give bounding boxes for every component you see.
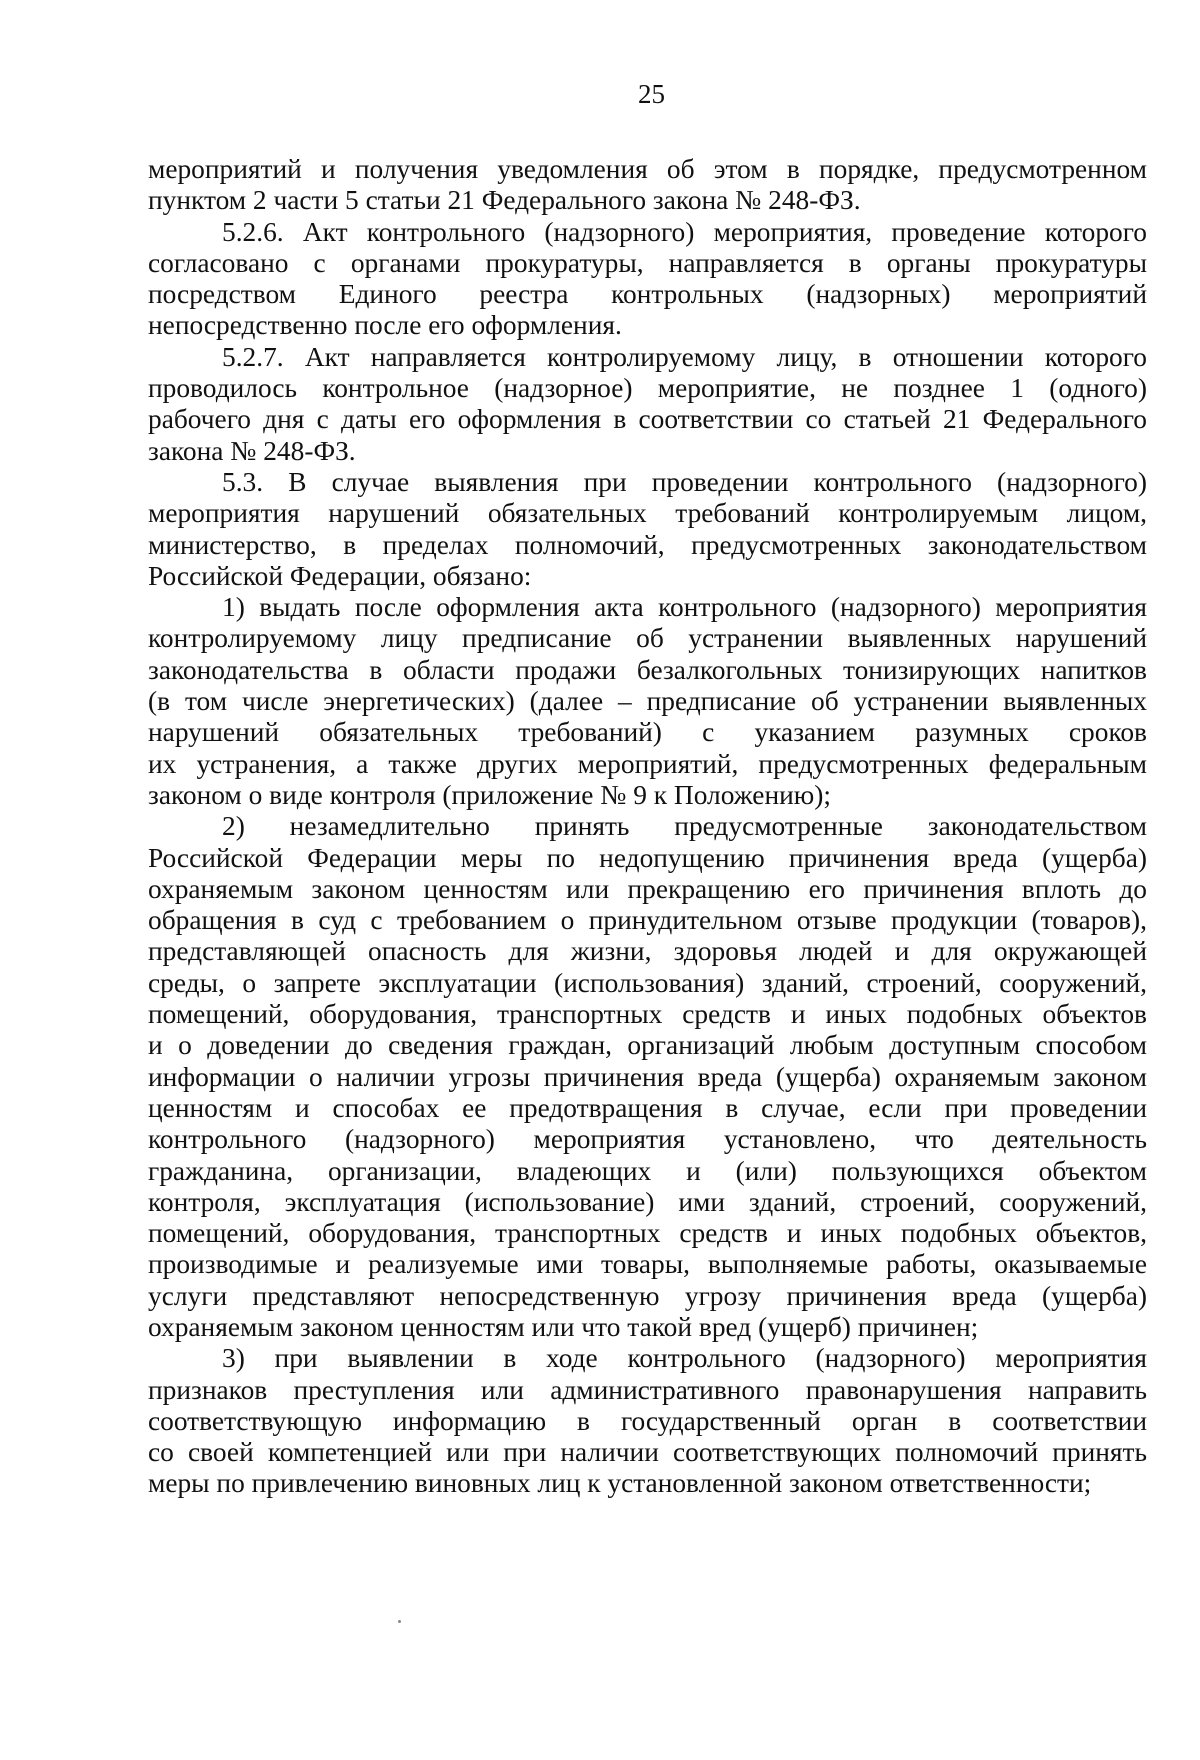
text-line: Российской Федерации, обязано: (148, 560, 532, 591)
text-line: непосредственно после его оформления. (148, 310, 622, 341)
paragraph (148, 811, 1147, 1343)
paragraph (148, 1343, 1147, 1499)
text-line: мероприятий и получения уведомления об этом в порядке, предусмотренном (148, 154, 1147, 184)
text-line: со своей компетенцией или при наличии соответствующих полномочий принять (148, 1437, 1147, 1468)
document-body (148, 154, 1147, 1500)
text-line: законодательства в области продажи безалкогольных тонизирующих напитков (148, 654, 1147, 685)
paragraph (148, 154, 1147, 217)
text-line: представляющей опасность для жизни, здоровья людей и для окружающей (148, 936, 1147, 967)
paragraph (148, 592, 1147, 811)
page-number: 25 (638, 79, 665, 109)
text-line: помещений, оборудования, транспортных средств и иных подобных объектов, (148, 1218, 1147, 1249)
text-line: их устранения, а также других мероприятий, предусмотренных федеральным (148, 748, 1147, 779)
text-line: охраняемым законом ценностям или прекращению его причинения вплоть до (148, 873, 1147, 904)
text-line: меры по привлечению виновных лиц к установленной законом ответственности; (148, 1468, 1092, 1499)
paragraph (148, 342, 1147, 467)
text-line: закона № 248-ФЗ. (148, 435, 356, 466)
text-line: министерство, в пределах полномочий, предусмотренных законодательством (148, 529, 1147, 560)
text-line: рабочего дня с даты его оформления в соответствии со статьей 21 Федерального (148, 404, 1147, 435)
text-line: информации о наличии угрозы причинения вреда (ущерба) охраняемым законом (148, 1061, 1147, 1092)
text-line: 5.2.6. Акт контрольного (надзорного) мероприятия, проведение которого (222, 216, 1147, 247)
text-line: 3) при выявлении в ходе контрольного (надзорного) мероприятия (222, 1343, 1147, 1374)
text-line: контролируемому лицу предписание об устранении выявленных нарушений (148, 623, 1147, 654)
text-line: и о доведении до сведения граждан, организаций любым доступным способом (148, 1030, 1147, 1061)
text-line: контроля, эксплуатация (использование) ими зданий, строений, сооружений, (148, 1186, 1147, 1217)
text-line: обращения в суд с требованием о принудительном отзыве продукции (товаров), (148, 905, 1147, 936)
scan-speck (398, 1620, 401, 1623)
text-line: посредством Единого реестра контрольных (надзорных) мероприятий (148, 279, 1147, 310)
text-line: законом о виде контроля (приложение № 9 к Положению); (148, 779, 831, 810)
text-line: согласовано с органами прокуратуры, направляется в органы прокуратуры (148, 247, 1147, 278)
text-line: ценностям и способах ее предотвращения в случае, если при проведении (148, 1092, 1147, 1123)
text-line: 5.3. В случае выявления при проведении контрольного (надзорного) (222, 466, 1147, 497)
text-line: Российской Федерации меры по недопущению причинения вреда (ущерба) (148, 842, 1147, 873)
text-line: пунктом 2 части 5 статьи 21 Федерального закона № 248-ФЗ. (148, 185, 861, 216)
paragraph (148, 217, 1147, 342)
text-line: среды, о запрете эксплуатации (использования) зданий, строений, сооружений, (148, 967, 1147, 998)
text-line: услуги представляют непосредственную угрозу причинения вреда (ущерба) (148, 1280, 1147, 1311)
text-line: контрольного (надзорного) мероприятия установлено, что деятельность (148, 1124, 1147, 1155)
text-line: 2) незамедлительно принять предусмотренные законодательством (222, 811, 1147, 842)
text-line: 5.2.7. Акт направляется контролируемому лицу, в отношении которого (222, 341, 1147, 372)
text-line: охраняемым законом ценностям или что такой вред (ущерб) причинен; (148, 1311, 979, 1342)
text-line: 1) выдать после оформления акта контрольного (надзорного) мероприятия (222, 592, 1147, 623)
text-line: нарушений обязательных требований) с указанием разумных сроков (148, 717, 1147, 748)
text-line: соответствующую информацию в государственный орган в соответствии (148, 1405, 1147, 1436)
document-page (148, 78, 1147, 1500)
text-line: проводилось контрольное (надзорное) мероприятие, не позднее 1 (одного) (148, 373, 1147, 404)
text-line: признаков преступления или административного правонарушения направить (148, 1374, 1147, 1405)
text-line: помещений, оборудования, транспортных средств и иных подобных объектов (148, 999, 1147, 1030)
text-line: производимые и реализуемые ими товары, выполняемые работы, оказываемые (148, 1249, 1147, 1280)
paragraph (148, 467, 1147, 592)
text-line: (в том числе энергетических) (далее – предписание об устранении выявленных (148, 686, 1147, 717)
text-line: мероприятия нарушений обязательных требований контролируемым лицом, (148, 498, 1147, 529)
text-line: гражданина, организации, владеющих и (или) пользующихся объектом (148, 1155, 1147, 1186)
